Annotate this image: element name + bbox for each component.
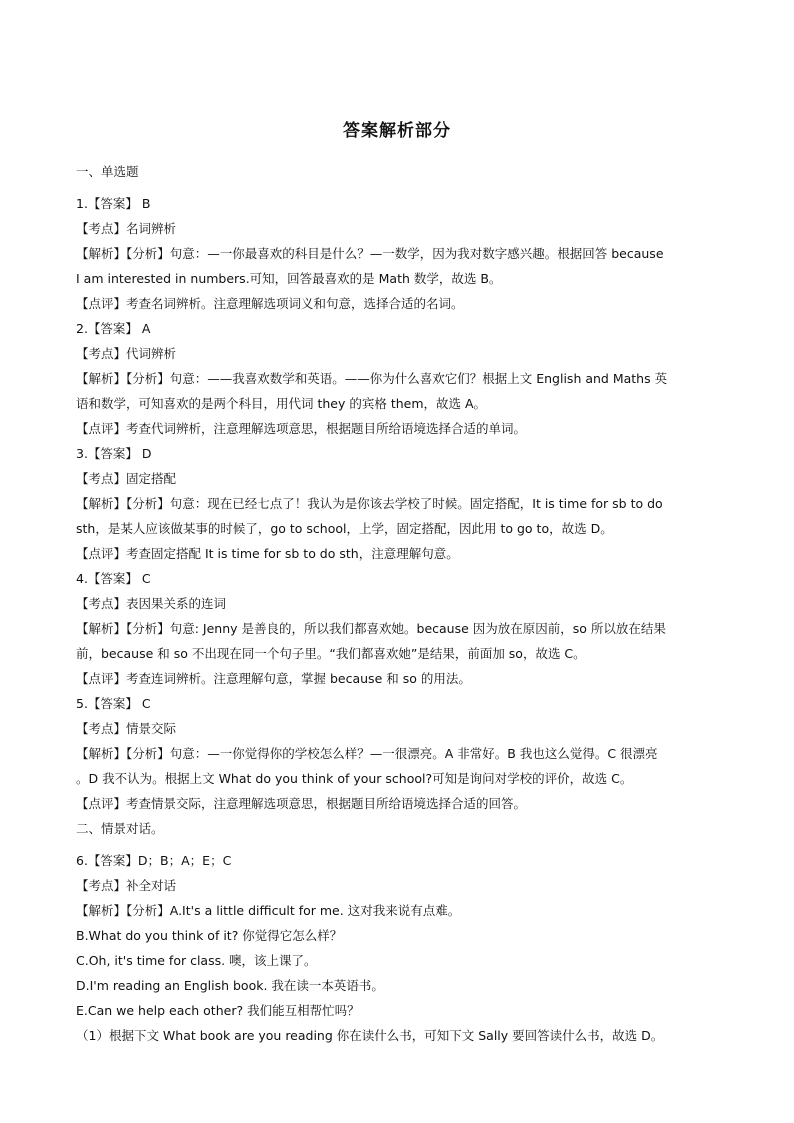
q6-option-c: C.Oh, it's time for class. 噢，该上课了。 xyxy=(76,953,317,968)
q5-answer: 5.【答案】 C xyxy=(76,696,151,711)
q2-comment: 【点评】考查代词辨析，注意理解选项意思，根据题目所给语境选择合适的单词。 xyxy=(76,421,527,436)
q4-answer: 4.【答案】 C xyxy=(76,571,151,586)
q6-option-b: B.What do you think of it? 你觉得它怎么样？ xyxy=(76,928,343,943)
q1-comment: 【点评】考查名词辨析。注意理解选项词义和句意，选择合适的名词。 xyxy=(76,296,464,311)
q4-analysis-line1: 【解析】【分析】句意: Jenny 是善良的，所以我们都喜欢她。because 因为放在原因前，so 所以放在结果 xyxy=(76,621,666,636)
q6-analysis-line1: 【解析】【分析】A.It's a little difficult for me. 这对我来说有点难。 xyxy=(76,903,461,918)
q1-analysis-line1: 【解析】【分析】句意：—一你最喜欢的科目是什么？—一数学，因为我对数字感兴趣。根据回答 because xyxy=(76,246,664,261)
q5-analysis-line2: 。D 我不认为。根据上文 What do you think of your school?可知是询问对学校的评价，故选 C。 xyxy=(76,771,633,786)
q2-answer: 2.【答案】 A xyxy=(76,321,151,336)
q3-point: 【考点】固定搭配 xyxy=(76,471,177,486)
q6-answer: 6.【答案】D；B；A；E；C xyxy=(76,853,232,868)
q3-analysis-line1: 【解析】【分析】句意：现在已经七点了！我认为是你该去学校了时候。固定搭配，It is time for sb to do xyxy=(76,496,663,511)
section-heading-single-choice: 一、单选题 xyxy=(76,164,139,179)
q1-answer: 1.【答案】 B xyxy=(76,196,151,211)
q5-comment: 【点评】考查情景交际，注意理解选项意思，根据题目所给语境选择合适的回答。 xyxy=(76,796,527,811)
q5-analysis-line1: 【解析】【分析】句意：—一你觉得你的学校怎么样？—一很漂亮。A 非常好。B 我也这么觉得。C 很漂亮 xyxy=(76,746,658,761)
q4-analysis-line2: 前，because 和 so 不出现在同一个句子里。“我们都喜欢她”是结果，前面加 so，故选 C。 xyxy=(76,646,586,661)
q6-option-e: E.Can we help each other? 我们能互相帮忙吗？ xyxy=(76,1003,360,1018)
q6-point: 【考点】补全对话 xyxy=(76,878,177,893)
q4-comment: 【点评】考查连词辨析。注意理解句意，掌握 because 和 so 的用法。 xyxy=(76,671,471,686)
q5-point: 【考点】情景交际 xyxy=(76,721,177,736)
q6-sub1: （1）根据下文 What book are you reading 你在读什么书，可知下文 Sally 要回答读什么书，故选 D。 xyxy=(76,1028,664,1043)
q2-analysis-line2: 语和数学，可知喜欢的是两个科目，用代词 they 的宾格 them，故选 A。 xyxy=(76,396,487,411)
q3-answer: 3.【答案】 D xyxy=(76,446,152,461)
section-heading-dialogue: 二、情景对话。 xyxy=(76,821,164,836)
q3-analysis-line2: sth，是某人应该做某事的时候了，go to school，上学，固定搭配，因此用 to go to，故选 D。 xyxy=(76,521,613,536)
q4-point: 【考点】表因果关系的连词 xyxy=(76,596,227,611)
q6-option-d: D.I'm reading an English book. 我在读一本英语书。 xyxy=(76,978,384,993)
q3-comment: 【点评】考查固定搭配 It is time for sb to do sth，注意理解句意。 xyxy=(76,546,459,561)
page-title: 答案解析部分 xyxy=(343,121,451,141)
q2-point: 【考点】代词辨析 xyxy=(76,346,177,361)
q1-analysis-line2: I am interested in numbers.可知，回答最喜欢的是 Math 数学，故选 B。 xyxy=(76,271,502,286)
q1-point: 【考点】名词辨析 xyxy=(76,221,177,236)
q2-analysis-line1: 【解析】【分析】句意：——我喜欢数学和英语。——你为什么喜欢它们？根据上文 English and Maths 英 xyxy=(76,371,668,386)
